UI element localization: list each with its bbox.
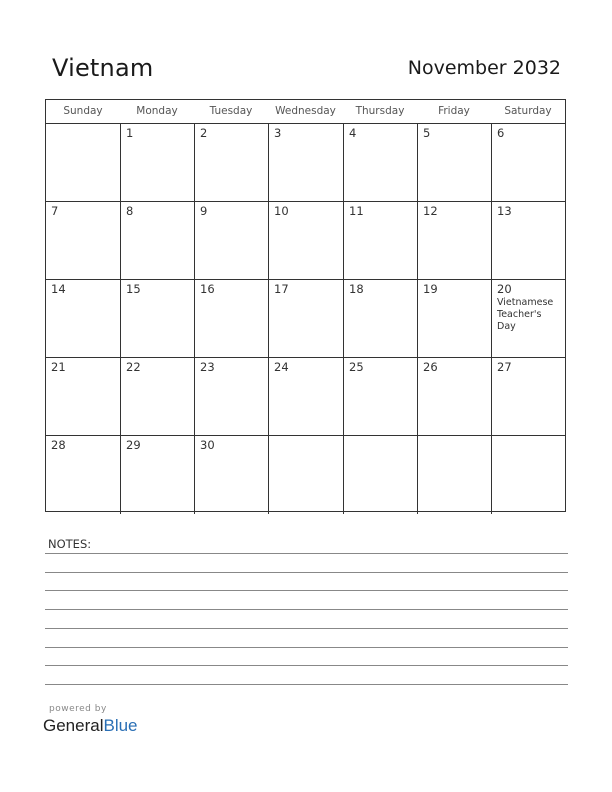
day-number: 4 [349,126,357,140]
note-line [45,572,568,573]
day-number: 6 [497,126,505,140]
day-cell [120,124,194,201]
day-number: 5 [423,126,431,140]
day-number: 7 [51,204,59,218]
day-cell [343,358,417,435]
weekday-wednesday: Wednesday [275,105,336,117]
day-cell [343,202,417,279]
month-year-title: November 2032 [407,57,561,79]
day-number: 27 [497,360,512,374]
note-line [45,628,568,629]
day-number: 23 [200,360,215,374]
day-cell [46,436,120,514]
day-cell [417,358,491,435]
note-line [45,553,568,554]
day-cell [46,280,120,357]
week-row-4 [46,358,565,436]
day-number: 3 [274,126,282,140]
day-number: 18 [349,282,364,296]
generalblue-logo[interactable] [43,716,138,736]
day-cell [194,202,268,279]
day-number: 24 [274,360,289,374]
day-cell [417,202,491,279]
day-number: 16 [200,282,215,296]
day-number: 13 [497,204,512,218]
note-line [45,609,568,610]
brand-general-text: General [43,716,104,735]
day-number: 17 [274,282,289,296]
day-number: 26 [423,360,438,374]
day-number: 30 [200,438,215,452]
holiday-label-line-3: Day [497,321,516,332]
day-cell [268,436,343,514]
day-number: 10 [274,204,289,218]
day-cell [194,358,268,435]
day-cell [194,124,268,201]
day-number: 21 [51,360,66,374]
weekday-saturday: Saturday [504,105,552,117]
day-number: 11 [349,204,364,218]
holiday-label-line-1: Vietnamese [497,297,554,308]
day-cell [268,202,343,279]
weekday-monday: Monday [136,105,178,117]
day-cell [343,124,417,201]
day-cell [46,124,120,201]
note-line [45,590,568,591]
day-cell [46,358,120,435]
day-cell [491,202,565,279]
day-number: 22 [126,360,141,374]
day-cell [268,280,343,357]
note-line [45,647,568,648]
day-cell [120,358,194,435]
day-number: 19 [423,282,438,296]
day-number: 25 [349,360,364,374]
day-cell [268,358,343,435]
day-cell [194,436,268,514]
weekday-friday: Friday [438,105,470,117]
note-line [45,684,568,685]
day-number: 2 [200,126,208,140]
day-cell [343,436,417,514]
day-cell [343,280,417,357]
country-title: Vietnam [52,54,154,82]
calendar-grid [45,99,566,512]
day-cell [491,124,565,201]
weekday-thursday: Thursday [355,105,405,117]
day-cell [268,124,343,201]
day-number: 1 [126,126,134,140]
day-number: 8 [126,204,134,218]
day-cell [491,358,565,435]
brand-blue-text: Blue [103,716,138,735]
day-cell [46,202,120,279]
day-number: 12 [423,204,438,218]
week-row-2 [46,202,565,280]
day-number: 14 [51,282,66,296]
week-row-3 [46,280,565,358]
day-cell [194,280,268,357]
week-row-1 [46,124,565,202]
day-cell [417,124,491,201]
day-number: 29 [126,438,141,452]
day-number: 20 [497,282,512,296]
week-row-5 [46,436,565,514]
day-cell [417,280,491,357]
weekday-tuesday: Tuesday [209,105,253,117]
note-line [45,665,568,666]
day-number: 28 [51,438,66,452]
day-cell [120,202,194,279]
day-cell [120,280,194,357]
weekday-sunday: Sunday [63,105,103,117]
day-cell-holiday [491,280,565,357]
day-number: 9 [200,204,208,218]
notes-label: NOTES: [48,537,92,551]
weekday-header-row [46,100,565,124]
holiday-label-line-2: Teacher's [497,309,542,320]
day-cell [491,436,565,514]
day-cell [120,436,194,514]
day-cell [417,436,491,514]
day-number: 15 [126,282,141,296]
powered-by-text: powered by [49,704,107,714]
